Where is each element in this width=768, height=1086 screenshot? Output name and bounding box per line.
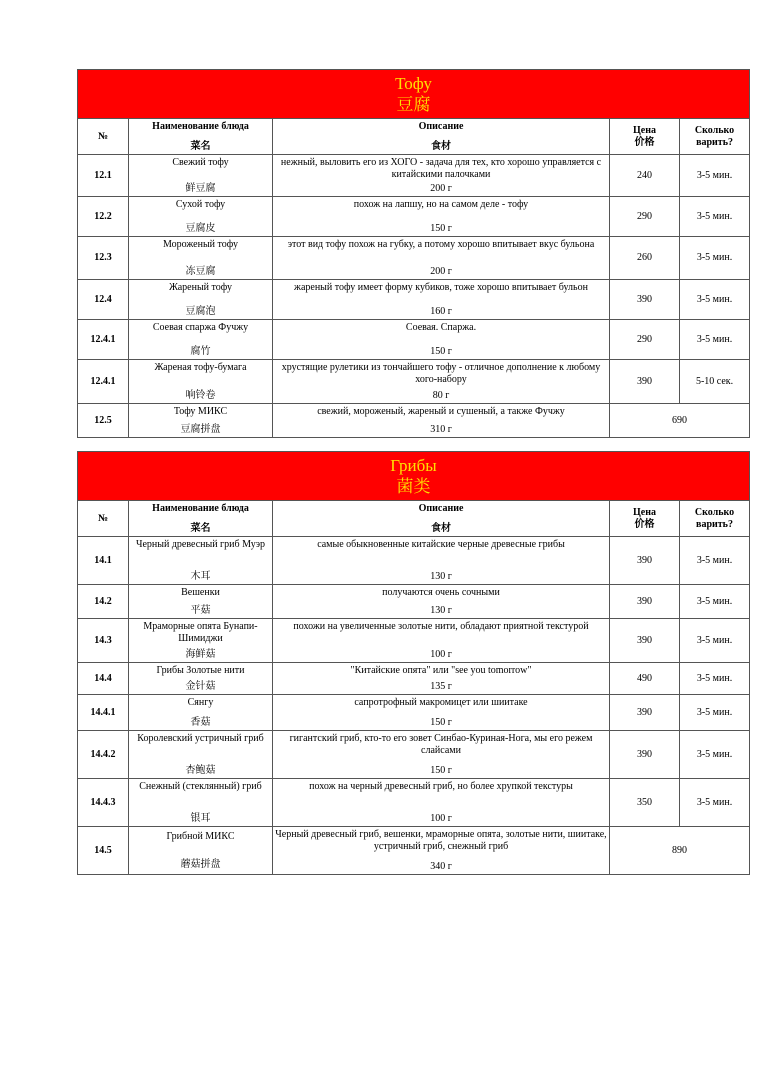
header-price-ru: Цена (633, 506, 656, 518)
header-name-ru: Наименование блюда (152, 502, 249, 514)
item-name: Снежный (стеклянный) гриб (139, 780, 262, 792)
item-weight: 150 г (430, 716, 452, 728)
item-name-cell (129, 619, 273, 663)
item-price: 350 (610, 779, 680, 827)
item-name-cell (129, 537, 273, 585)
item-name-zh: 金针菇 (185, 680, 216, 692)
item-name-cell (129, 779, 273, 827)
item-weight: 100 г (430, 812, 452, 824)
item-name-cell (129, 197, 273, 237)
item-weight: 160 г (430, 305, 452, 317)
item-name: Сухой тофу (175, 198, 226, 210)
item-price: 390 (610, 360, 680, 404)
header-price-zh: 价格 (634, 518, 655, 530)
item-weight: 130 г (430, 604, 452, 616)
item-name: Сянгу (187, 696, 214, 708)
tofu-mix-row (78, 404, 750, 438)
header-desc (273, 501, 610, 537)
item-desc-cell (273, 585, 610, 619)
item-time: 3-5 мин. (680, 731, 750, 779)
header-name-zh: 菜名 (190, 140, 211, 152)
header-name (129, 119, 273, 155)
header-num: № (78, 119, 129, 155)
item-desc: хрустящие рулетики из тончайшего тофу - отличное дополнение к любому хого-набору (281, 361, 601, 385)
item-name-cell (129, 155, 273, 197)
item-time: 3-5 мин. (680, 779, 750, 827)
header-desc-zh: 食材 (431, 522, 451, 534)
item-num: 14.3 (78, 619, 129, 663)
item-desc: сапротрофный макромицет или шиитаке (354, 696, 528, 708)
item-weight: 150 г (430, 345, 452, 357)
item-num: 12.1 (78, 155, 129, 197)
item-name-cell (129, 237, 273, 280)
item-name: Черный древесный гриб Муэр (135, 538, 266, 550)
item-num: 14.1 (78, 537, 129, 585)
item-weight: 80 г (432, 389, 450, 401)
menu-item-row (78, 695, 750, 731)
item-desc: нежный, выловить его из ХОГО - задача для тех, кто хорошо управляется с китайскими палочками (280, 156, 602, 180)
item-price: 390 (610, 585, 680, 619)
item-name-zh: 响铃卷 (185, 389, 216, 401)
tofu-title-ru: Тофу (395, 74, 432, 93)
item-name: Вешенки (181, 586, 220, 598)
header-desc-ru: Описание (418, 502, 464, 514)
item-time: 3-5 мин. (680, 280, 750, 320)
item-weight: 135 г (430, 680, 452, 692)
mix-num: 12.5 (78, 404, 129, 438)
item-name-zh: 平菇 (190, 604, 211, 616)
item-name-cell (129, 585, 273, 619)
item-desc: похож на черный древесный гриб, но более хрупкой текстуры (309, 780, 573, 792)
item-desc-cell (273, 537, 610, 585)
item-time: 3-5 мин. (680, 663, 750, 695)
item-desc: "Китайские опята" или "see you tomorrow" (350, 664, 532, 676)
item-time: 3-5 мин. (680, 537, 750, 585)
mix-weight: 310 г (430, 423, 452, 435)
item-price: 490 (610, 663, 680, 695)
mix-name-cell (129, 827, 273, 875)
menu-item-row (78, 320, 750, 360)
item-desc-cell (273, 731, 610, 779)
item-desc: похожи на увеличенные золотые нити, обладают приятной текстурой (293, 620, 589, 632)
item-name-cell (129, 320, 273, 360)
mushrooms-title-zh: 菌类 (396, 477, 431, 496)
item-time: 3-5 мин. (680, 320, 750, 360)
item-name-cell (129, 731, 273, 779)
item-num: 12.4.1 (78, 360, 129, 404)
item-name-zh: 海鲜菇 (185, 648, 216, 660)
item-num: 12.4 (78, 280, 129, 320)
item-name-cell (129, 280, 273, 320)
item-name-zh: 豆腐皮 (185, 222, 216, 234)
item-weight: 200 г (430, 182, 452, 194)
mix-weight: 340 г (430, 860, 452, 872)
item-name-zh: 鲜豆腐 (185, 182, 216, 194)
mix-name: Грибной МИКС (166, 830, 235, 842)
item-name: Мраморные опята Бунапи-Шимиджи (143, 620, 258, 644)
mushrooms-header-row (78, 501, 750, 537)
menu-item-row (78, 197, 750, 237)
item-weight: 200 г (430, 265, 452, 277)
item-time: 3-5 мин. (680, 619, 750, 663)
item-name: Мороженый тофу (163, 238, 238, 250)
item-time: 3-5 мин. (680, 237, 750, 280)
menu-item-row (78, 155, 750, 197)
menu-item-row (78, 779, 750, 827)
item-num: 14.4.2 (78, 731, 129, 779)
header-name-ru: Наименование блюда (152, 120, 249, 132)
item-price: 390 (610, 619, 680, 663)
menu-item-row (78, 237, 750, 280)
menu-item-row (78, 619, 750, 663)
item-desc-cell (273, 197, 610, 237)
item-name: Грибы Золотые нити (156, 664, 245, 676)
item-weight: 130 г (430, 570, 452, 582)
item-weight: 150 г (430, 222, 452, 234)
item-time: 3-5 мин. (680, 155, 750, 197)
item-time: 3-5 мин. (680, 695, 750, 731)
tofu-title-zh: 豆腐 (396, 95, 431, 114)
item-name-zh: 杏鲍菇 (185, 764, 216, 776)
mushrooms-mix-row (78, 827, 750, 875)
item-price: 390 (610, 280, 680, 320)
header-price-zh: 价格 (634, 136, 655, 148)
item-name-zh: 腐竹 (190, 345, 211, 357)
item-price: 390 (610, 537, 680, 585)
menu-item-row (78, 731, 750, 779)
menu-item-row (78, 360, 750, 404)
item-desc: этот вид тофу похож на губку, а потому хорошо впитывает вкус бульона (287, 238, 595, 250)
item-name-cell (129, 695, 273, 731)
item-desc-cell (273, 320, 610, 360)
mix-name-zh: 蘑菇拼盘 (180, 858, 221, 870)
header-time: Сколько варить? (680, 119, 750, 155)
item-desc: гигантский гриб, кто-то его зовет Синбао-Куриная-Нога, мы его режем слайсами (289, 732, 593, 756)
item-desc-cell (273, 155, 610, 197)
item-num: 14.2 (78, 585, 129, 619)
item-price: 260 (610, 237, 680, 280)
item-num: 14.4.3 (78, 779, 129, 827)
item-time: 5-10 сек. (680, 360, 750, 404)
mix-num: 14.5 (78, 827, 129, 875)
item-desc: Соевая. Спаржа. (405, 321, 477, 333)
item-weight: 100 г (430, 648, 452, 660)
item-desc-cell (273, 280, 610, 320)
item-name-zh: 银耳 (190, 812, 211, 824)
item-time: 3-5 мин. (680, 197, 750, 237)
item-name: Жареный тофу (169, 281, 232, 293)
tofu-table (77, 69, 750, 438)
item-price: 240 (610, 155, 680, 197)
header-time: Сколько варить? (680, 501, 750, 537)
item-desc-cell (273, 695, 610, 731)
item-name: Королевский устричный гриб (137, 732, 264, 744)
header-desc (273, 119, 610, 155)
item-desc-cell (273, 619, 610, 663)
item-desc: получаются очень сочными (382, 586, 500, 598)
item-num: 12.3 (78, 237, 129, 280)
item-name-zh: 木耳 (190, 570, 211, 582)
item-name-cell (129, 360, 273, 404)
item-name-zh: 香菇 (190, 716, 211, 728)
header-name-zh: 菜名 (190, 522, 211, 534)
item-weight: 150 г (430, 764, 452, 776)
item-price: 290 (610, 197, 680, 237)
menu-item-row (78, 585, 750, 619)
item-num: 12.4.1 (78, 320, 129, 360)
item-name-zh: 冻豆腐 (185, 265, 216, 277)
mushrooms-table (77, 451, 750, 875)
item-name: Соевая спаржа Фучжу (152, 321, 249, 333)
item-desc: самые обыкновенные китайские черные древесные грибы (317, 538, 565, 550)
mix-desc-cell (273, 827, 610, 875)
header-price (610, 501, 680, 537)
mix-desc: Черный древесный гриб, вешенки, мраморные опята, золотые нити, шиитаке, устричный гриб, снежный гриб (275, 828, 607, 852)
header-desc-zh: 食材 (431, 140, 451, 152)
mix-desc: свежий, мороженый, жареный и сушеный, а также Фучжу (317, 405, 565, 417)
mix-price: 690 (610, 404, 750, 438)
header-price-ru: Цена (633, 124, 656, 136)
mix-name-cell (129, 404, 273, 438)
header-name (129, 501, 273, 537)
item-price: 390 (610, 695, 680, 731)
item-desc-cell (273, 237, 610, 280)
item-desc-cell (273, 360, 610, 404)
item-name-zh: 豆腐泡 (185, 305, 216, 317)
tofu-header-row (78, 119, 750, 155)
menu-item-row (78, 537, 750, 585)
item-name: Жареная тофу-бумага (154, 361, 247, 373)
item-desc: похож на лапшу, но на самом деле - тофу (353, 198, 529, 210)
item-name-cell (129, 663, 273, 695)
item-price: 390 (610, 731, 680, 779)
item-desc-cell (273, 663, 610, 695)
mushrooms-section-title (78, 452, 750, 501)
item-num: 14.4 (78, 663, 129, 695)
header-price (610, 119, 680, 155)
menu-item-row (78, 663, 750, 695)
item-desc: жареный тофу имеет форму кубиков, тоже хорошо впитывает бульон (294, 281, 588, 293)
item-desc-cell (273, 779, 610, 827)
mushrooms-title-ru: Грибы (390, 456, 437, 475)
header-desc-ru: Описание (418, 120, 464, 132)
mix-desc-cell (273, 404, 610, 438)
mix-name: Тофу МИКС (173, 405, 228, 417)
item-price: 290 (610, 320, 680, 360)
mix-price: 890 (610, 827, 750, 875)
tofu-section-title (78, 70, 750, 119)
menu-item-row (78, 280, 750, 320)
item-name: Свежий тофу (172, 156, 229, 168)
item-time: 3-5 мин. (680, 585, 750, 619)
header-num: № (78, 501, 129, 537)
mix-name-zh: 豆腐拼盘 (180, 423, 221, 435)
item-num: 14.4.1 (78, 695, 129, 731)
item-num: 12.2 (78, 197, 129, 237)
